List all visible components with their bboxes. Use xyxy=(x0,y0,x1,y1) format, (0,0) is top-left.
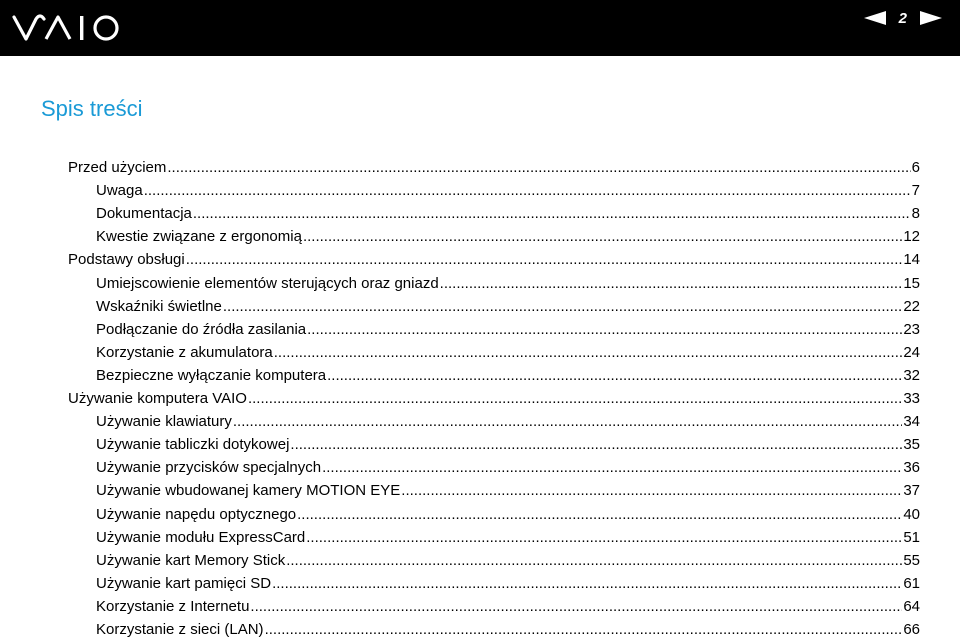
toc-entry-label: Używanie modułu ExpressCard xyxy=(96,528,306,546)
toc-entry-page: 34 xyxy=(903,413,920,431)
toc-entry-page: 7 xyxy=(911,182,920,200)
page-navigation xyxy=(864,7,942,29)
dot-leader xyxy=(274,344,903,362)
toc-entry[interactable] xyxy=(96,411,920,431)
dot-leader xyxy=(144,182,911,200)
toc-entry-label: Korzystanie z akumulatora xyxy=(96,343,273,361)
toc-entry[interactable] xyxy=(96,527,920,547)
page-title: Spis treści xyxy=(41,96,143,121)
toc-entry[interactable] xyxy=(96,365,920,385)
toc-entry[interactable] xyxy=(96,319,920,339)
dot-leader xyxy=(286,552,902,570)
toc-entry-page: 33 xyxy=(903,390,920,407)
dot-leader xyxy=(272,575,902,593)
dot-leader xyxy=(307,321,902,339)
dot-leader xyxy=(248,390,902,408)
dot-leader xyxy=(306,529,902,547)
dot-leader xyxy=(322,459,902,477)
toc-entry-label: Używanie kart Memory Stick xyxy=(96,551,286,569)
toc-entry-page: 36 xyxy=(903,459,920,477)
toc-entry[interactable] xyxy=(96,342,920,362)
previous-page-arrow-icon[interactable] xyxy=(864,11,886,25)
dot-leader xyxy=(186,251,903,269)
toc-entry[interactable] xyxy=(96,273,920,293)
toc-entry-label: Używanie komputera VAIO xyxy=(68,390,247,407)
toc-entry[interactable] xyxy=(96,434,920,454)
toc-entry-label: Kwestie związane z ergonomią xyxy=(96,228,302,246)
toc-entry-label: Używanie napędu optycznego xyxy=(96,505,297,523)
toc-entry-label: Wskaźniki świetlne xyxy=(96,297,222,315)
next-page-arrow-icon[interactable] xyxy=(920,11,942,25)
toc-entry-page: 32 xyxy=(903,366,920,384)
dot-leader xyxy=(303,228,902,246)
toc-entry[interactable] xyxy=(96,619,920,639)
dot-leader xyxy=(193,205,911,223)
toc-entry-page: 61 xyxy=(903,574,920,592)
dot-leader xyxy=(223,298,902,316)
toc-entry-page: 64 xyxy=(903,597,920,615)
dot-leader xyxy=(265,621,903,639)
toc-entry-page: 6 xyxy=(911,159,920,176)
toc-entry-page: 35 xyxy=(903,436,920,454)
toc-entry-page: 40 xyxy=(903,505,920,523)
toc-entry-label: Podłączanie do źródła zasilania xyxy=(96,320,307,338)
toc-entry-label: Bezpieczne wyłączanie komputera xyxy=(96,366,327,384)
toc-entry[interactable] xyxy=(96,504,920,524)
toc-entry-page: 51 xyxy=(903,528,920,546)
page-number: 2 xyxy=(898,9,907,27)
toc-entry[interactable] xyxy=(96,180,920,200)
toc-entry[interactable] xyxy=(96,296,920,316)
dot-leader xyxy=(167,159,910,177)
toc-entry-page: 23 xyxy=(903,320,920,338)
toc-entry[interactable] xyxy=(96,596,920,616)
dot-leader xyxy=(250,598,902,616)
dot-leader xyxy=(401,482,902,500)
dot-leader xyxy=(440,275,903,293)
toc-entry-page: 24 xyxy=(903,343,920,361)
toc-entry-page: 8 xyxy=(911,205,920,223)
toc-entry-page: 15 xyxy=(903,274,920,292)
toc-entry[interactable] xyxy=(96,480,920,500)
dot-leader xyxy=(327,367,902,385)
vaio-logo xyxy=(12,13,122,43)
toc-entry-page: 22 xyxy=(903,297,920,315)
toc-entry[interactable] xyxy=(68,157,920,177)
dot-leader xyxy=(233,413,902,431)
toc-entry[interactable] xyxy=(68,388,920,408)
toc-entry-label: Korzystanie z Internetu xyxy=(96,597,250,615)
toc-entry-page: 55 xyxy=(903,551,920,569)
toc-entry-label: Umiejscowienie elementów sterujących oraz gniazd xyxy=(96,274,439,292)
toc-entry-label: Używanie kart pamięci SD xyxy=(96,574,272,592)
header-bar xyxy=(0,0,960,56)
toc-entry[interactable] xyxy=(68,249,920,269)
toc-entry[interactable] xyxy=(96,457,920,477)
dot-leader xyxy=(290,436,902,454)
toc-entry-label: Przed użyciem xyxy=(68,159,167,176)
toc-entry[interactable] xyxy=(96,226,920,246)
toc-entry-label: Używanie przycisków specjalnych xyxy=(96,459,322,477)
toc-entry[interactable] xyxy=(96,203,920,223)
toc-entry-label: Uwaga xyxy=(96,182,143,200)
toc-entry[interactable] xyxy=(96,550,920,570)
toc-entry-label: Dokumentacja xyxy=(96,205,192,223)
toc-entry-label: Używanie tabliczki dotykowej xyxy=(96,436,290,454)
toc-entry-label: Używanie wbudowanej kamery MOTION EYE xyxy=(96,482,401,500)
toc-entry-page: 37 xyxy=(903,482,920,500)
toc-entry-page: 14 xyxy=(903,251,920,269)
toc-entry-label: Podstawy obsługi xyxy=(68,251,185,269)
toc-entry-page: 66 xyxy=(903,621,920,638)
toc-entry-label: Korzystanie z sieci (LAN) xyxy=(96,621,264,638)
toc-entry-page: 12 xyxy=(903,228,920,246)
toc-entry-label: Używanie klawiatury xyxy=(96,413,232,431)
dot-leader xyxy=(297,506,902,524)
toc-entry[interactable] xyxy=(96,573,920,593)
